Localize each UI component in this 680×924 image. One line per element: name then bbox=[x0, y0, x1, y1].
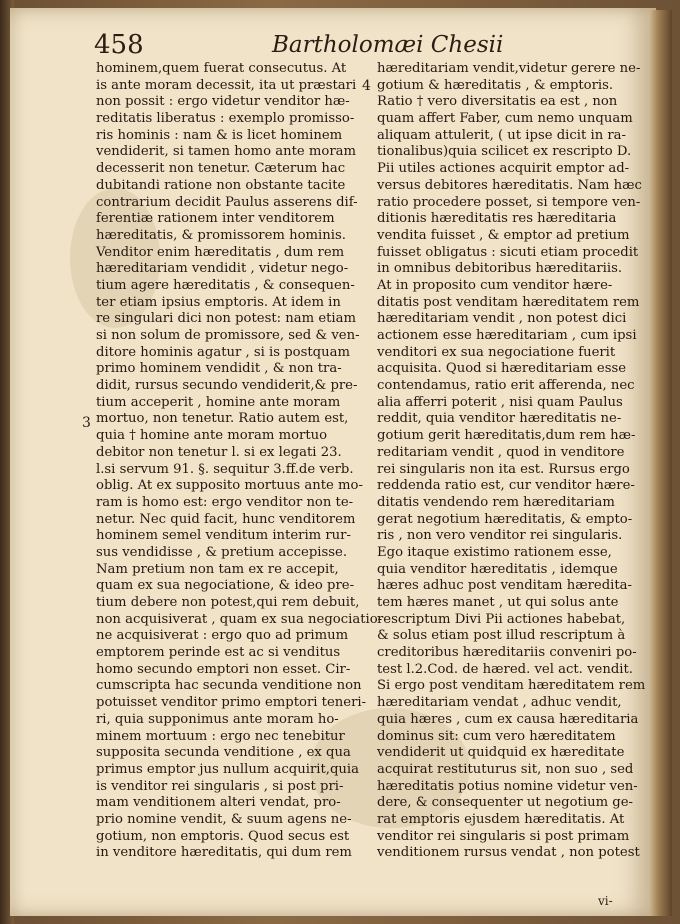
text-line: vendiderit ut quidquid ex hæreditate bbox=[377, 745, 625, 761]
text-line: primus emptor jus nullum acquirit,quia bbox=[96, 761, 359, 777]
text-line: gotium gerit hæreditatis,dum rem hæ- bbox=[377, 428, 636, 444]
text-line: gotium & hæreditatis , & emptoris. bbox=[377, 77, 614, 93]
text-line: mam venditionem alteri vendat, pro- bbox=[96, 795, 341, 811]
text-line: venditionem rursus vendat , non potest bbox=[377, 845, 640, 861]
text-line: reddit, quia venditor hæreditatis ne- bbox=[377, 411, 622, 427]
text-line: hæres adhuc post venditam hæredita- bbox=[377, 578, 633, 594]
text-line: Ratio † vero diversitatis ea est , non bbox=[377, 94, 618, 110]
text-line: ferentiæ rationem inter venditorem bbox=[96, 211, 335, 227]
text-line: actionem esse hæreditariam , cum ipsi bbox=[377, 328, 637, 343]
text-line: At in proposito cum venditor hære- bbox=[377, 277, 613, 293]
right-text-column bbox=[377, 61, 646, 862]
text-line: ter etiam ipsius emptoris. At idem in bbox=[96, 294, 341, 310]
text-line: ratio procedere posset, si tempore ven- bbox=[377, 194, 641, 210]
text-line: reditariam vendit , quod in venditore bbox=[377, 444, 625, 460]
text-line: quia hæres , cum ex causa hæreditaria bbox=[377, 711, 639, 727]
text-line: primo hominem vendidit , & non tra- bbox=[96, 361, 342, 377]
text-line: reditatis liberatus : exemplo promisso- bbox=[96, 111, 355, 127]
left-text-column bbox=[96, 61, 383, 862]
text-line: dere, & consequenter ut negotium ge- bbox=[377, 795, 633, 811]
text-line: acquisita. Quod si hæreditariam esse bbox=[377, 361, 627, 377]
text-line: gotium, non emptoris. Quod secus est bbox=[96, 828, 350, 844]
text-line: non possit : ergo videtur venditor hæ- bbox=[96, 94, 350, 110]
text-line: Venditor enim hæreditatis , dum rem bbox=[96, 244, 345, 260]
text-line: vendiderit, si tamen homo ante moram bbox=[96, 144, 357, 160]
text-line: ditionis hæreditatis res hæreditaria bbox=[377, 211, 617, 227]
text-line: aliquam attulerit, ( ut ipse dicit in ra- bbox=[377, 127, 626, 143]
text-line: contendamus, ratio erit afferenda, nec bbox=[377, 378, 635, 394]
text-line: dominus sit: cum vero hæreditatem bbox=[377, 728, 616, 744]
text-line: rei singularis non ita est. Rursus ergo bbox=[377, 461, 630, 477]
text-line: dubitandi ratione non obstante tacite bbox=[96, 177, 346, 193]
text-line: quam affert Faber, cum nemo unquam bbox=[377, 111, 633, 127]
text-line: Pii utiles actiones acquirit emptor ad- bbox=[377, 161, 630, 177]
text-line: oblig. At ex supposito mortuus ante mo- bbox=[96, 478, 363, 494]
text-line: is venditor rei singularis , si post pri- bbox=[96, 778, 344, 794]
text-line: venditor rei singularis si post primam bbox=[377, 828, 630, 844]
text-line: ditore hominis agatur , si is postquam bbox=[96, 344, 350, 360]
text-line: re singulari dici non potest: nam etiam bbox=[96, 311, 357, 327]
text-line: cumscripta hac secunda venditione non bbox=[96, 678, 362, 694]
text-line: quam ex sua negociatione, & ideo pre- bbox=[96, 578, 355, 594]
text-line: decesserit non tenetur. Cæterum hac bbox=[96, 161, 346, 177]
text-line: potuisset venditor primo emptori teneri- bbox=[96, 695, 367, 711]
catchword: vi- bbox=[598, 894, 613, 908]
text-line: hæreditatis, & promissorem hominis. bbox=[96, 227, 346, 243]
text-line: acquirat restituturus sit, non suo , sed bbox=[377, 761, 634, 777]
text-line: tium agere hæreditatis , & consequen- bbox=[96, 277, 355, 293]
text-line: homo secundo emptori non esset. Cir- bbox=[96, 661, 351, 677]
text-line: ditatis vendendo rem hæreditariam bbox=[377, 494, 615, 510]
running-title: Bartholomæi Chesii bbox=[272, 32, 504, 58]
text-line: minem mortuum : ergo nec tenebitur bbox=[96, 728, 345, 744]
margin-marker-4: 4 bbox=[362, 78, 371, 94]
text-line: rescriptum Divi Pii actiones habebat, bbox=[377, 611, 626, 627]
text-line: alia afferri poterit , nisi quam Paulus bbox=[377, 394, 623, 410]
text-line: rat emptoris ejusdem hæreditatis. At bbox=[377, 811, 625, 827]
text-line: gerat negotium hæreditatis, & empto- bbox=[377, 511, 633, 527]
text-line: quia venditor hæreditatis , idemque bbox=[377, 561, 618, 577]
text-line: non acquisiverat , quam ex sua negociatio- bbox=[96, 611, 383, 627]
text-line: & solus etiam post illud rescriptum à bbox=[377, 628, 626, 644]
text-line: vendita fuisset , & emptor ad pretium bbox=[377, 227, 630, 243]
text-line: netur. Nec quid facit, hunc venditorem bbox=[96, 511, 356, 527]
text-line: l.si servum 91. §. sequitur 3.ff.de verb. bbox=[96, 461, 354, 477]
text-line: didit, rursus secundo vendiderit,& pre- bbox=[96, 378, 358, 394]
text-line: versus debitores hæreditatis. Nam hæc bbox=[377, 177, 642, 193]
text-line: si non solum de promissore, sed & ven- bbox=[96, 328, 360, 343]
text-line: fuisset obligatus : sicuti etiam procedit bbox=[377, 244, 639, 260]
text-line: venditori ex sua negociatione fuerit bbox=[377, 344, 616, 360]
text-line: is ante moram decessit, ita ut præstari bbox=[96, 77, 357, 93]
text-line: creditoribus hæreditariis conveniri po- bbox=[377, 645, 637, 661]
text-line: hæreditatis potius nomine videtur ven- bbox=[377, 778, 638, 794]
text-line: Si ergo post venditam hæreditatem rem bbox=[377, 678, 646, 694]
page-header bbox=[94, 30, 634, 64]
text-line: hæreditariam vendidit , videtur nego- bbox=[96, 261, 349, 277]
text-line: mortuo, non tenetur. Ratio autem est, bbox=[96, 411, 349, 427]
text-line: tium debere non potest,qui rem debuit, bbox=[96, 595, 360, 610]
text-line: hæreditariam vendit,videtur gerere ne- bbox=[377, 61, 641, 76]
text-line: tem hæres manet , ut qui solus ante bbox=[377, 595, 619, 610]
text-line: sus vendidisse , & pretium accepisse. bbox=[96, 544, 348, 560]
page-fore-edge bbox=[650, 10, 672, 916]
text-line: ram is homo est: ergo venditor non te- bbox=[96, 494, 354, 510]
text-line: tionalibus)quia scilicet ex rescripto D. bbox=[377, 144, 632, 160]
text-line: supposita secunda venditione , ex qua bbox=[96, 745, 351, 761]
text-line: test l.2.Cod. de hæred. vel act. vendit. bbox=[377, 661, 633, 677]
text-line: contrarium decidit Paulus asserens dif- bbox=[96, 194, 358, 210]
text-line: hæreditariam vendit , non potest dici bbox=[377, 311, 627, 327]
text-line: in venditore hæreditatis, qui dum rem bbox=[96, 845, 352, 861]
margin-marker-3: 3 bbox=[82, 415, 91, 431]
text-line: debitor non tenetur l. si ex legati 23. bbox=[96, 444, 342, 460]
page-number: 458 bbox=[94, 30, 144, 60]
text-line: in omnibus debitoribus hæreditariis. bbox=[377, 261, 623, 277]
text-line: ditatis post venditam hæreditatem rem bbox=[377, 294, 640, 310]
text-line: quia † homine ante moram mortuo bbox=[96, 428, 328, 444]
text-line: ris hominis : nam & is licet hominem bbox=[96, 127, 343, 143]
text-line: reddenda ratio est, cur venditor hære- bbox=[377, 478, 635, 494]
text-line: emptorem perinde est ac si venditus bbox=[96, 645, 341, 661]
text-line: hominem semel venditum interim rur- bbox=[96, 528, 351, 544]
text-line: Nam pretium non tam ex re accepit, bbox=[96, 561, 339, 577]
text-line: tium acceperit , homine ante moram bbox=[96, 394, 341, 410]
text-line: hæreditariam vendat , adhuc vendit, bbox=[377, 695, 622, 711]
text-line: ne acquisiverat : ergo quo ad primum bbox=[96, 628, 349, 644]
text-line: prio nomine vendit, & suum agens ne- bbox=[96, 811, 352, 827]
text-line: hominem,quem fuerat consecutus. At bbox=[96, 61, 347, 76]
text-line: ri, quia supponimus ante moram ho- bbox=[96, 711, 339, 727]
text-line: Ego itaque existimo rationem esse, bbox=[377, 544, 612, 560]
text-line: ris , non vero venditor rei singularis. bbox=[377, 528, 623, 544]
